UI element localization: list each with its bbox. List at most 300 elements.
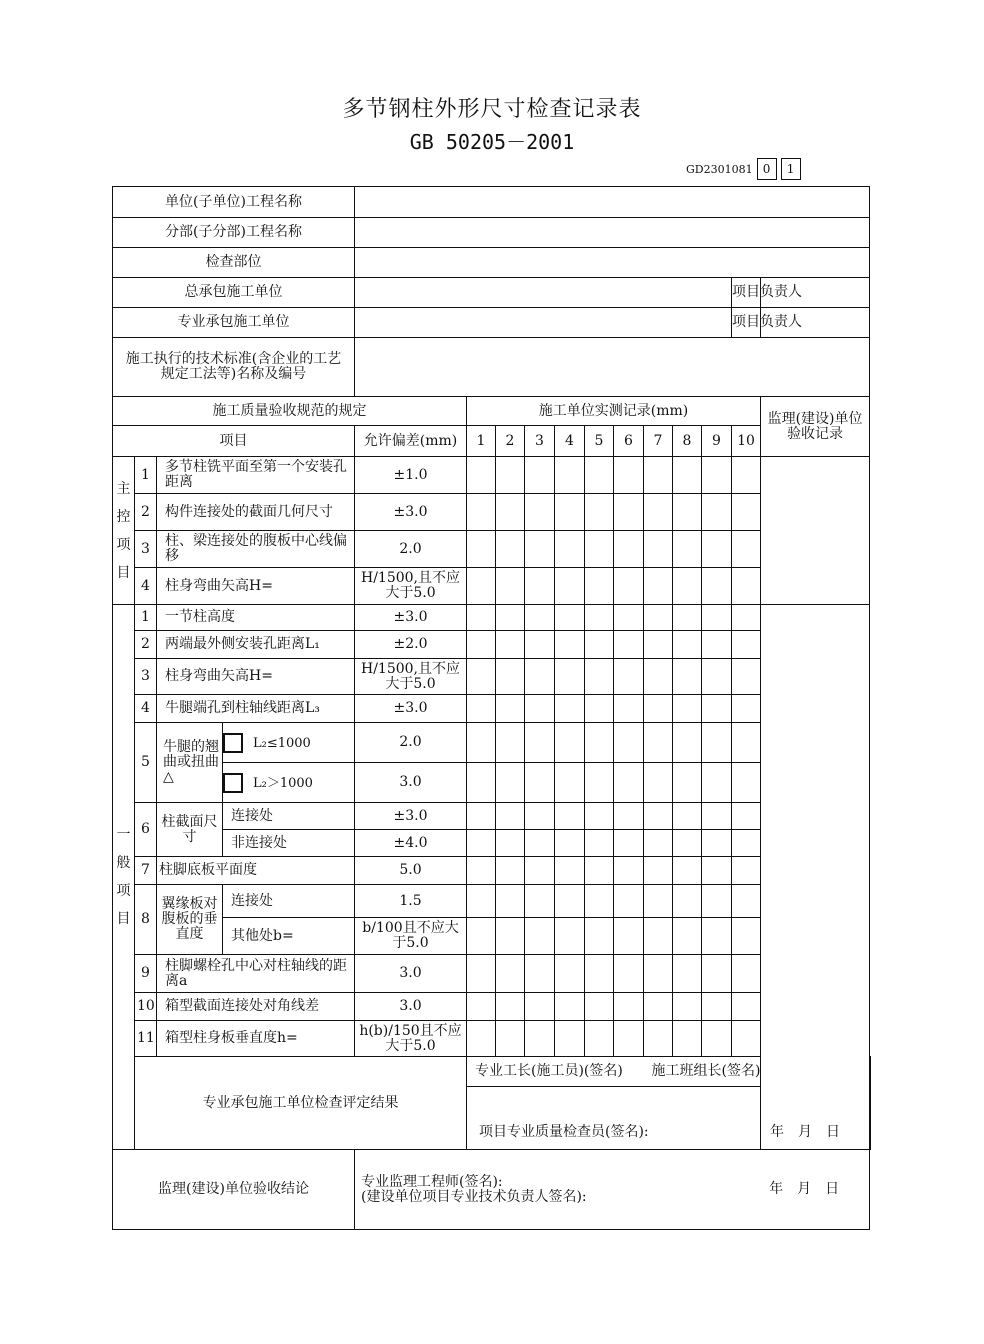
measure-cell[interactable] [585, 723, 614, 763]
measure-cell[interactable] [614, 955, 644, 993]
measure-cell[interactable] [732, 830, 761, 857]
general-item-row [113, 918, 871, 955]
measure-cell[interactable] [614, 993, 644, 1021]
measure-cell[interactable] [673, 1021, 702, 1057]
measured-header: 施工单位实测记录(mm) [467, 397, 761, 426]
measure-cell[interactable] [496, 457, 525, 494]
general-items-label: 一 般 项 目 [113, 605, 135, 1150]
measure-cell[interactable] [585, 494, 614, 531]
col-num: 4 [555, 426, 585, 457]
form-code-box-1[interactable]: 0 [757, 158, 777, 180]
general-item-row [113, 695, 871, 723]
inspection-part-label: 检查部位 [113, 248, 355, 278]
measure-cell[interactable] [644, 1021, 673, 1057]
perp-sub-1: 连接处 [223, 885, 355, 918]
measure-cell[interactable] [585, 1021, 614, 1057]
general-contractor-label: 总承包施工单位 [113, 278, 355, 308]
tech-standard-label: 施工执行的技术标准(含企业的工艺规定工法等)名称及编号 [113, 338, 355, 397]
item-no: 5 [135, 723, 157, 803]
qc-inspector-cell [467, 1087, 871, 1150]
measure-cell[interactable] [496, 531, 525, 568]
measure-cell[interactable] [496, 659, 525, 695]
standard-code: GB 50205－2001 [409, 130, 575, 154]
supervision-date[interactable]: 年 月 日 [769, 1181, 840, 1197]
item-name: 柱脚螺栓孔中心对柱轴线的距离a [157, 955, 355, 993]
measure-cell[interactable] [525, 631, 555, 659]
measure-cell[interactable] [525, 763, 555, 803]
measure-cell[interactable] [644, 457, 673, 494]
item-no: 10 [135, 993, 157, 1021]
item-tolerance: 2.0 [355, 531, 467, 568]
checkbox-icon[interactable] [223, 733, 243, 753]
item-no: 2 [135, 631, 157, 659]
measure-cell[interactable] [525, 457, 555, 494]
measure-cell[interactable] [614, 631, 644, 659]
measure-cell[interactable] [496, 918, 525, 955]
measure-cell[interactable] [673, 830, 702, 857]
general-item-row [113, 993, 871, 1021]
measure-cell[interactable] [585, 918, 614, 955]
inspection-part-input[interactable] [355, 248, 870, 278]
measure-cell[interactable] [467, 918, 496, 955]
tech-standard-input[interactable] [355, 338, 870, 397]
measure-cell[interactable] [496, 885, 525, 918]
measure-cell[interactable] [673, 763, 702, 803]
measure-cell[interactable] [525, 494, 555, 531]
measure-cell[interactable] [614, 659, 644, 695]
perp-sub-2: 其他处b= [223, 918, 355, 955]
item-no: 6 [135, 803, 157, 857]
measure-cell[interactable] [644, 857, 673, 885]
item-no: 1 [135, 605, 157, 631]
item-no: 3 [135, 659, 157, 695]
spec-header: 施工质量验收规范的规定 [113, 397, 467, 426]
measure-cell[interactable] [702, 885, 732, 918]
measure-cell[interactable] [585, 830, 614, 857]
measure-cell[interactable] [555, 457, 585, 494]
measure-cell[interactable] [614, 857, 644, 885]
measure-cell[interactable] [467, 605, 496, 631]
measure-cell[interactable] [525, 568, 555, 605]
item-tolerance: ±3.0 [355, 803, 467, 830]
measure-cell[interactable] [614, 830, 644, 857]
general-item-row [113, 955, 871, 993]
main-control-label: 主 控 项 目 [113, 457, 135, 605]
sub-project-input[interactable] [355, 218, 870, 248]
measure-cell[interactable] [732, 885, 761, 918]
item-name: 柱身弯曲矢高H= [157, 568, 355, 605]
measure-cell[interactable] [525, 1021, 555, 1057]
main-item-row [113, 568, 871, 605]
measure-cell[interactable] [496, 1021, 525, 1057]
item-tolerance: ±3.0 [355, 695, 467, 723]
measure-cell[interactable] [702, 568, 732, 605]
measure-cell[interactable] [614, 885, 644, 918]
measure-cell[interactable] [467, 631, 496, 659]
supervisor-cell [355, 1150, 870, 1230]
item-name: 柱截面尺寸 [157, 803, 223, 857]
measure-cell[interactable] [555, 857, 585, 885]
item-no: 3 [135, 531, 157, 568]
measure-cell[interactable] [585, 955, 614, 993]
main-item-row [113, 531, 871, 568]
measure-cell[interactable] [702, 457, 732, 494]
measure-cell[interactable] [732, 531, 761, 568]
measure-cell[interactable] [702, 1021, 732, 1057]
measure-cell[interactable] [702, 993, 732, 1021]
general-item-row [113, 763, 871, 803]
item-tolerance: ±1.0 [355, 457, 467, 494]
measure-cell[interactable] [525, 885, 555, 918]
measure-cell[interactable] [673, 531, 702, 568]
measure-cell[interactable] [673, 993, 702, 1021]
measure-cell[interactable] [467, 457, 496, 494]
measure-cell[interactable] [525, 830, 555, 857]
measure-cell[interactable] [732, 631, 761, 659]
item-name: 多节柱铣平面至第一个安装孔距离 [157, 457, 355, 494]
item-no: 1 [135, 457, 157, 494]
measure-cell[interactable] [585, 885, 614, 918]
measure-cell[interactable] [585, 531, 614, 568]
item-no: 4 [135, 695, 157, 723]
col-num: 1 [467, 426, 496, 457]
measure-cell[interactable] [644, 918, 673, 955]
main-item-row [113, 457, 871, 494]
form-code-box-2[interactable]: 1 [781, 158, 801, 180]
measure-cell[interactable] [702, 830, 732, 857]
measure-cell[interactable] [673, 723, 702, 763]
item-name: 牛腿的翘曲或扭曲△ [157, 723, 223, 803]
qc-date[interactable]: 年 月 日 [770, 1124, 840, 1140]
measure-cell[interactable] [614, 605, 644, 631]
owner-tech-signature[interactable]: (建设单位项目专业技术负责人签名): [361, 1188, 587, 1205]
checkbox-icon[interactable] [223, 773, 243, 793]
measure-cell[interactable] [732, 695, 761, 723]
measure-cell[interactable] [644, 494, 673, 531]
measure-cell[interactable] [732, 1021, 761, 1057]
measure-cell[interactable] [673, 631, 702, 659]
measure-cell[interactable] [496, 494, 525, 531]
measure-cell[interactable] [644, 631, 673, 659]
measure-cell[interactable] [732, 857, 761, 885]
measure-cell[interactable] [525, 803, 555, 830]
col-num: 5 [585, 426, 614, 457]
item-name: 一节柱高度 [157, 605, 355, 631]
team-leader-signature[interactable]: 施工班组长(签名) [644, 1057, 871, 1087]
measure-cell[interactable] [702, 494, 732, 531]
item-no: 7 [135, 857, 157, 885]
measure-cell[interactable] [467, 763, 496, 803]
measure-cell[interactable] [673, 605, 702, 631]
measure-cell[interactable] [467, 531, 496, 568]
measure-cell[interactable] [614, 918, 644, 955]
measure-cell[interactable] [496, 763, 525, 803]
measure-cell[interactable] [555, 885, 585, 918]
measure-cell[interactable] [525, 531, 555, 568]
general-contractor-input[interactable] [355, 278, 732, 308]
measure-cell[interactable] [555, 830, 585, 857]
item-no: 4 [135, 568, 157, 605]
measure-cell[interactable] [525, 605, 555, 631]
special-contractor-input[interactable] [355, 308, 732, 338]
measure-cell[interactable] [732, 918, 761, 955]
measure-cell[interactable] [496, 803, 525, 830]
special-contractor-label: 专业承包施工单位 [113, 308, 355, 338]
measure-cell[interactable] [732, 457, 761, 494]
measure-cell[interactable] [585, 763, 614, 803]
measure-cell[interactable] [496, 993, 525, 1021]
supervision-main-cell[interactable] [761, 457, 870, 605]
measure-cell[interactable] [555, 803, 585, 830]
measure-cell[interactable] [496, 857, 525, 885]
measure-cell[interactable] [702, 695, 732, 723]
measure-cell[interactable] [555, 955, 585, 993]
measure-cell[interactable] [732, 494, 761, 531]
measure-cell[interactable] [555, 568, 585, 605]
measure-cell[interactable] [467, 695, 496, 723]
measure-cell[interactable] [673, 494, 702, 531]
measure-cell[interactable] [555, 605, 585, 631]
item-tolerance: ±4.0 [355, 830, 467, 857]
measure-cell[interactable] [467, 955, 496, 993]
measure-cell[interactable] [585, 631, 614, 659]
general-item-row [113, 885, 871, 918]
measure-cell[interactable] [525, 993, 555, 1021]
general-item-row [113, 857, 871, 885]
measure-cell[interactable] [732, 568, 761, 605]
measure-cell[interactable] [585, 659, 614, 695]
item-name: 柱脚底板平面度 [157, 857, 355, 885]
col-num: 10 [732, 426, 761, 457]
measure-cell[interactable] [702, 723, 732, 763]
form-code-number: GD2301081 [686, 162, 753, 176]
general-item-row [113, 830, 871, 857]
measure-cell[interactable] [467, 494, 496, 531]
measure-cell[interactable] [644, 723, 673, 763]
foreman-signature[interactable]: 专业工长(施工员)(签名) [467, 1057, 644, 1087]
measure-cell[interactable] [702, 605, 732, 631]
warp-sub-2: L₂＞1000 [223, 763, 355, 803]
item-name: 两端最外侧安装孔距离L₁ [157, 631, 355, 659]
measure-cell[interactable] [673, 457, 702, 494]
measure-cell[interactable] [555, 659, 585, 695]
measure-cell[interactable] [525, 723, 555, 763]
measure-cell[interactable] [614, 723, 644, 763]
measure-cell[interactable] [467, 568, 496, 605]
item-no: 8 [135, 885, 157, 955]
measure-cell[interactable] [525, 955, 555, 993]
measure-cell[interactable] [525, 857, 555, 885]
general-item-row [113, 605, 871, 631]
measure-cell[interactable] [673, 695, 702, 723]
measure-cell[interactable] [585, 457, 614, 494]
measure-cell[interactable] [644, 993, 673, 1021]
measure-cell[interactable] [732, 723, 761, 763]
measure-cell[interactable] [732, 659, 761, 695]
measure-cell[interactable] [702, 659, 732, 695]
measure-cell[interactable] [614, 695, 644, 723]
measure-cell[interactable] [496, 631, 525, 659]
general-item-row [113, 631, 871, 659]
measure-cell[interactable] [732, 955, 761, 993]
measure-cell[interactable] [467, 803, 496, 830]
measure-cell[interactable] [614, 494, 644, 531]
item-tolerance: 3.0 [355, 955, 467, 993]
supervisor-signature[interactable]: 专业监理工程师(签名): [361, 1173, 503, 1190]
measure-cell[interactable] [496, 830, 525, 857]
item-tolerance: H/1500,且不应大于5.0 [355, 659, 467, 695]
measure-cell[interactable] [673, 568, 702, 605]
measure-cell[interactable] [614, 763, 644, 803]
project-leader-label-2: 项目负责人 [732, 308, 761, 338]
measure-cell[interactable] [467, 857, 496, 885]
item-tolerance: ±3.0 [355, 494, 467, 531]
item-name: 翼缘板对腹板的垂直度 [157, 885, 223, 955]
col-num: 2 [496, 426, 525, 457]
measure-cell[interactable] [614, 1021, 644, 1057]
measure-cell[interactable] [496, 568, 525, 605]
item-tolerance: h(b)/150且不应大于5.0 [355, 1021, 467, 1057]
measure-cell[interactable] [644, 531, 673, 568]
item-header: 项目 [113, 426, 355, 457]
measure-cell[interactable] [702, 763, 732, 803]
measure-cell[interactable] [467, 723, 496, 763]
measure-cell[interactable] [496, 955, 525, 993]
measure-cell[interactable] [614, 803, 644, 830]
supervision-conclusion-label: 监理(建设)单位验收结论 [113, 1150, 355, 1230]
item-tolerance: 3.0 [355, 993, 467, 1021]
measure-cell[interactable] [555, 1021, 585, 1057]
measure-cell[interactable] [496, 605, 525, 631]
measure-cell[interactable] [644, 803, 673, 830]
inspection-form-table [112, 186, 871, 1230]
item-name: 柱身弯曲矢高H= [157, 659, 355, 695]
measure-cell[interactable] [673, 885, 702, 918]
measure-cell[interactable] [525, 918, 555, 955]
measure-cell[interactable] [555, 723, 585, 763]
measure-cell[interactable] [732, 993, 761, 1021]
measure-cell[interactable] [644, 763, 673, 803]
measure-cell[interactable] [673, 918, 702, 955]
measure-cell[interactable] [702, 531, 732, 568]
col-num: 7 [644, 426, 673, 457]
measure-cell[interactable] [673, 803, 702, 830]
measure-cell[interactable] [644, 885, 673, 918]
measure-cell[interactable] [555, 631, 585, 659]
item-name: 箱型截面连接处对角线差 [157, 993, 355, 1021]
contractor-result-label: 专业承包施工单位检查评定结果 [135, 1057, 467, 1150]
item-no: 2 [135, 494, 157, 531]
supervision-header: 监理(建设)单位验收记录 [761, 397, 870, 457]
measure-cell[interactable] [614, 568, 644, 605]
item-tolerance: H/1500,且不应大于5.0 [355, 568, 467, 605]
sub-project-label: 分部(子分部)工程名称 [113, 218, 355, 248]
warp-sub-1: L₂≤1000 [223, 723, 355, 763]
tolerance-header: 允许偏差(mm) [355, 426, 467, 457]
measure-cell[interactable] [732, 803, 761, 830]
measure-cell[interactable] [673, 857, 702, 885]
unit-project-input[interactable] [355, 187, 870, 218]
measure-cell[interactable] [673, 659, 702, 695]
measure-cell[interactable] [467, 1021, 496, 1057]
item-tolerance: ±3.0 [355, 605, 467, 631]
col-num: 6 [614, 426, 644, 457]
item-tolerance: ±2.0 [355, 631, 467, 659]
measure-cell[interactable] [585, 803, 614, 830]
measure-cell[interactable] [585, 605, 614, 631]
general-item-row [113, 659, 871, 695]
col-num: 9 [702, 426, 732, 457]
unit-project-label: 单位(子单位)工程名称 [113, 187, 355, 218]
measure-cell[interactable] [555, 763, 585, 803]
form-code [686, 158, 801, 180]
measure-cell[interactable] [644, 568, 673, 605]
item-tolerance: 2.0 [355, 723, 467, 763]
measure-cell[interactable] [702, 918, 732, 955]
measure-cell[interactable] [467, 659, 496, 695]
measure-cell[interactable] [555, 494, 585, 531]
measure-cell[interactable] [525, 659, 555, 695]
measure-cell[interactable] [525, 695, 555, 723]
measure-cell[interactable] [644, 695, 673, 723]
item-no: 9 [135, 955, 157, 993]
measure-cell[interactable] [644, 955, 673, 993]
item-name: 箱型柱身板垂直度h= [157, 1021, 355, 1057]
measure-cell[interactable] [496, 695, 525, 723]
measure-cell[interactable] [496, 723, 525, 763]
measure-cell[interactable] [673, 955, 702, 993]
measure-cell[interactable] [467, 993, 496, 1021]
measure-cell[interactable] [585, 857, 614, 885]
general-item-row [113, 803, 871, 830]
measure-cell[interactable] [467, 885, 496, 918]
item-name: 构件连接处的截面几何尺寸 [157, 494, 355, 531]
measure-cell[interactable] [614, 457, 644, 494]
item-name: 牛腿端孔到柱轴线距离L₃ [157, 695, 355, 723]
section-sub-1: 连接处 [223, 803, 355, 830]
general-item-row [113, 1021, 871, 1057]
measure-cell[interactable] [555, 531, 585, 568]
measure-cell[interactable] [614, 531, 644, 568]
section-sub-2: 非连接处 [223, 830, 355, 857]
measure-cell[interactable] [555, 695, 585, 723]
measure-cell[interactable] [467, 830, 496, 857]
measure-cell[interactable] [555, 993, 585, 1021]
measure-cell[interactable] [585, 695, 614, 723]
measure-cell[interactable] [732, 763, 761, 803]
measure-cell[interactable] [585, 568, 614, 605]
measure-cell[interactable] [585, 993, 614, 1021]
qc-inspector-signature[interactable]: 项目专业质量检查员(签名): [479, 1124, 649, 1140]
measure-cell[interactable] [702, 803, 732, 830]
general-item-row [113, 723, 871, 763]
col-num: 8 [673, 426, 702, 457]
col-num: 3 [525, 426, 555, 457]
measure-cell[interactable] [732, 605, 761, 631]
measure-cell[interactable] [702, 955, 732, 993]
measure-cell[interactable] [702, 631, 732, 659]
item-name: 柱、梁连接处的腹板中心线偏移 [157, 531, 355, 568]
measure-cell[interactable] [644, 830, 673, 857]
measure-cell[interactable] [644, 605, 673, 631]
item-tolerance: 1.5 [355, 885, 467, 918]
measure-cell[interactable] [702, 857, 732, 885]
measure-cell[interactable] [644, 659, 673, 695]
measure-cell[interactable] [555, 918, 585, 955]
item-tolerance: 3.0 [355, 763, 467, 803]
item-tolerance: 5.0 [355, 857, 467, 885]
project-leader-label: 项目负责人 [732, 278, 761, 308]
